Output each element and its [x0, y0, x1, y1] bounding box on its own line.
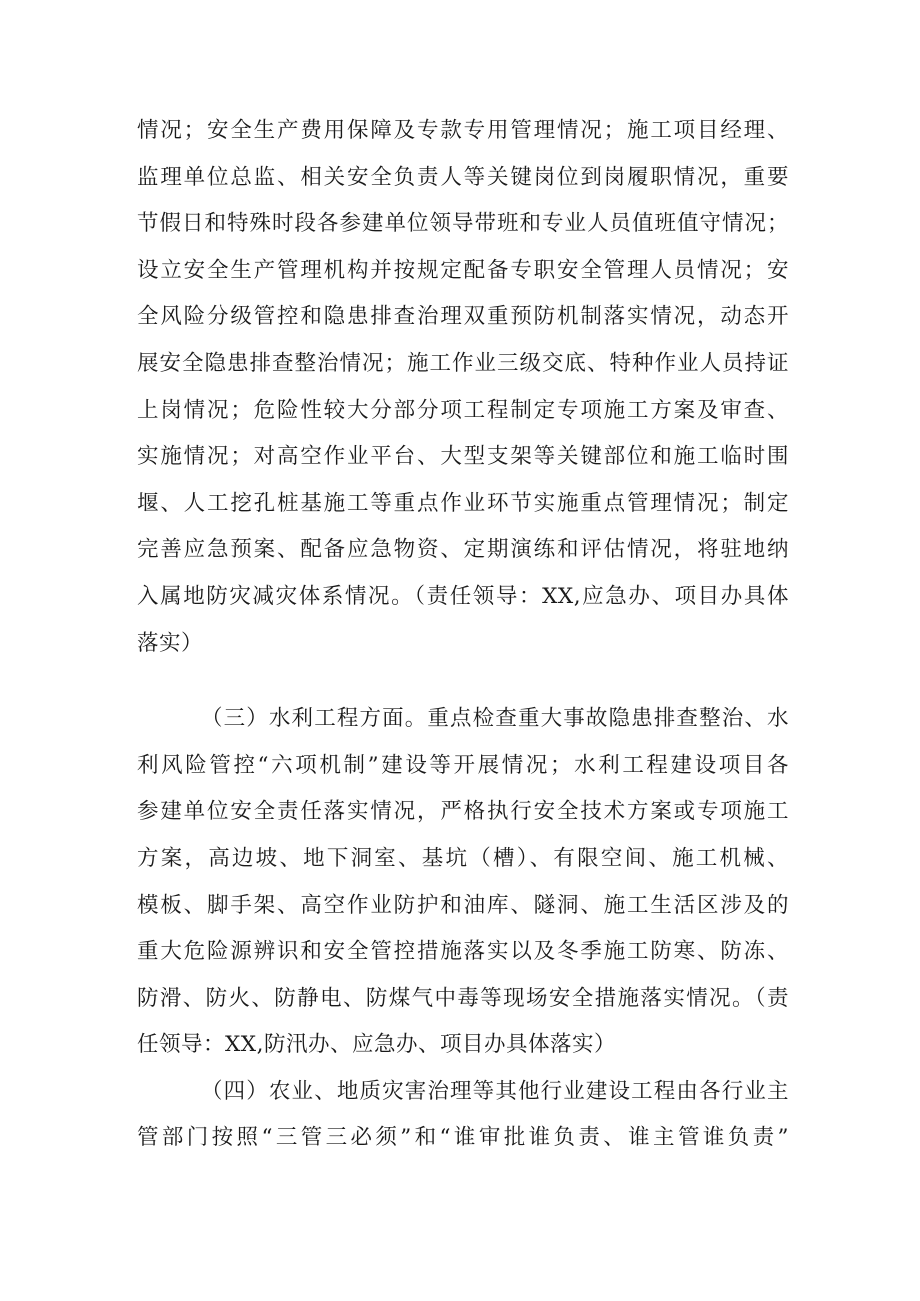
text-line: 参建单位安全责任落实情况，严格执行安全技术方案或专项施工 — [137, 799, 789, 825]
text-line: 监理单位总监、相关安全负责人等关键岗位到岗履职情况，重要 — [137, 164, 789, 190]
text-line: 完善应急预案、配备应急物资、定期演练和评估情况，将驻地纳 — [137, 537, 789, 563]
text-line: 堰、人工挖孔桩基施工等重点作业环节实施重点管理情况；制定 — [137, 490, 789, 516]
paragraph-other-industries — [137, 1069, 789, 1162]
text-line: 利风险管控“六项机制”建设等开展情况；水利工程建设项目各 — [137, 752, 789, 778]
paragraph-spacer — [137, 667, 789, 696]
document-body — [137, 108, 789, 1162]
text-line: 全风险分级管控和隐患排查治理双重预防机制落实情况，动态开 — [137, 304, 789, 330]
text-line: 落实） — [137, 630, 204, 656]
text-line: 任领导：XX,防汛办、应急办、项目办具体落实） — [137, 1032, 616, 1058]
paragraph-construction-inspection — [137, 108, 789, 667]
paragraph-water-conservancy — [137, 696, 789, 1069]
text-line: 展安全隐患排查整治情况；施工作业三级交底、特种作业人员持证 — [137, 350, 789, 376]
text-line: 上岗情况；危险性较大分部分项工程制定专项施工方案及审查、 — [137, 397, 789, 423]
text-line: （三）水利工程方面。重点检查重大事故隐患排查整治、水 — [201, 706, 789, 732]
text-line: 重大危险源辨识和安全管控措施落实以及冬季施工防寒、防冻、 — [137, 939, 789, 965]
text-line: 管部门按照“三管三必须”和“谁审批谁负责、谁主管谁负责” — [137, 1125, 789, 1151]
text-line: 节假日和特殊时段各参建单位领导带班和专业人员值班值守情况； — [137, 211, 789, 237]
text-line: 模板、脚手架、高空作业防护和油库、隧洞、施工生活区涉及的 — [137, 892, 789, 918]
text-line: 设立安全生产管理机构并按规定配备专职安全管理人员情况；安 — [137, 257, 789, 283]
text-line: 实施情况；对高空作业平台、大型支架等关键部位和施工临时围 — [137, 444, 789, 470]
text-line: 情况；安全生产费用保障及专款专用管理情况；施工项目经理、 — [137, 118, 789, 143]
text-line: 防滑、防火、防静电、防煤气中毒等现场安全措施落实情况。（责 — [137, 985, 789, 1011]
text-line: 方案，高边坡、地下洞室、基坑（槽）、有限空间、施工机械、 — [137, 845, 789, 871]
text-line: （四）农业、地质灾害治理等其他行业建设工程由各行业主 — [201, 1078, 789, 1104]
text-line: 入属地防灾减灾体系情况。（责任领导：XX,应急办、项目办具体 — [137, 583, 789, 609]
